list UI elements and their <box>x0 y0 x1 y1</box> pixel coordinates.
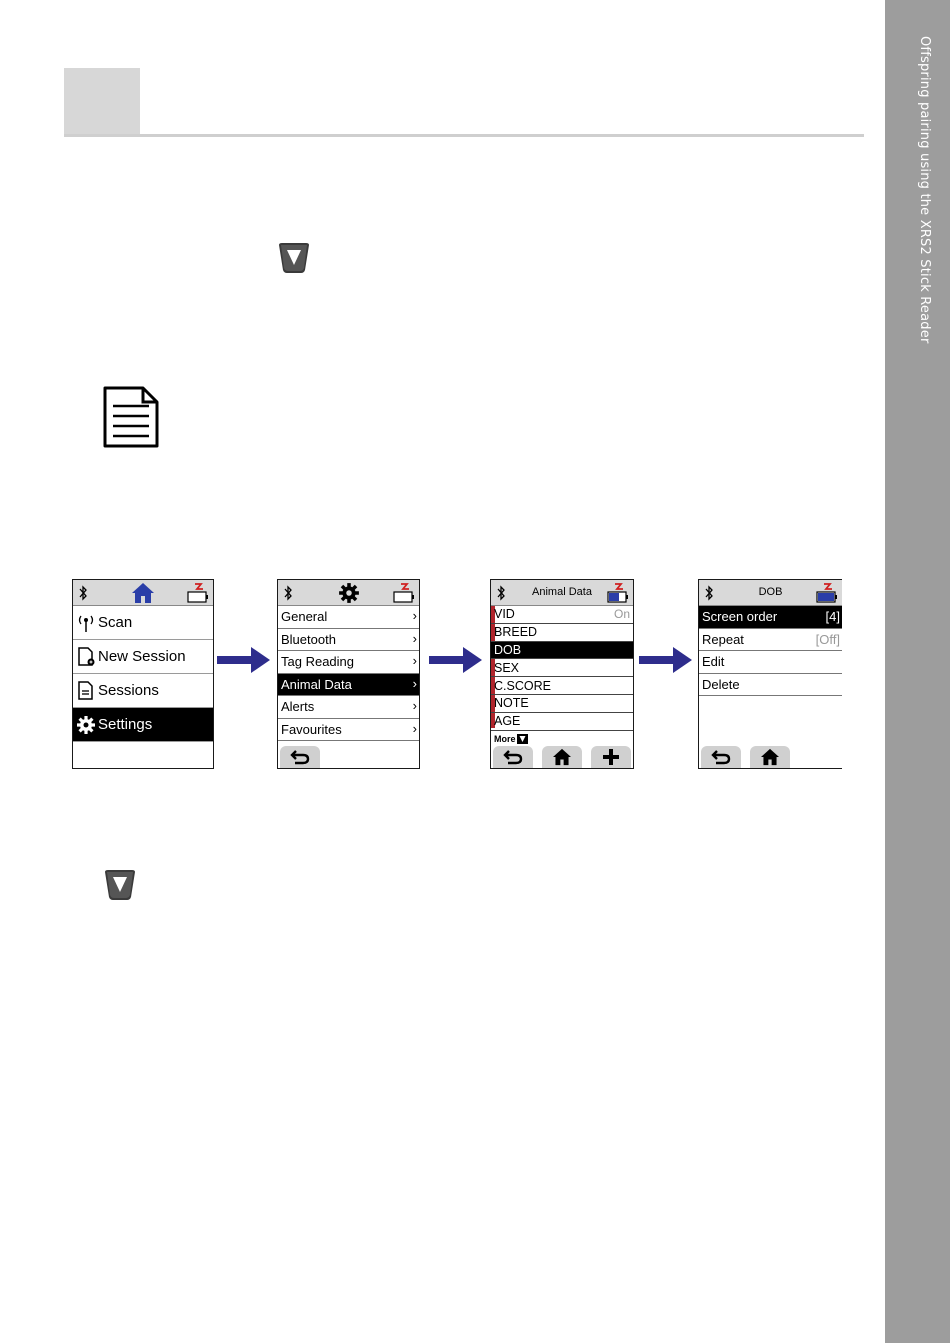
list-item-delete[interactable] <box>699 674 842 697</box>
back-icon <box>290 749 310 765</box>
screen-animal-data <box>490 579 634 769</box>
list-item-c-score[interactable] <box>491 677 633 695</box>
more-hint <box>494 734 528 744</box>
battery-icon <box>607 583 629 603</box>
menu-item-label: Scan <box>98 614 133 631</box>
menu-item-sessions[interactable] <box>73 674 213 708</box>
list-item-note[interactable] <box>491 695 633 713</box>
back-button[interactable] <box>280 746 320 768</box>
back-icon <box>711 749 731 765</box>
note-icon <box>103 386 159 448</box>
list-item-label: Delete <box>702 676 740 692</box>
menu-item-settings[interactable] <box>73 708 213 742</box>
menu-item-new-session[interactable] <box>73 640 213 674</box>
antenna-icon <box>76 613 96 633</box>
list-item-label: DOB <box>494 642 522 657</box>
screen-main-menu <box>72 579 214 769</box>
gear-icon <box>76 715 96 735</box>
home-button[interactable] <box>542 746 582 768</box>
home-icon <box>131 582 155 604</box>
list-item-label: VID <box>494 607 515 622</box>
back-icon <box>503 749 523 765</box>
menu-item-label: Bluetooth <box>281 631 336 647</box>
menu-item-scan[interactable] <box>73 606 213 640</box>
menu-item-animal-data[interactable] <box>278 674 419 697</box>
status-bar <box>491 580 633 606</box>
list-item-label: SEX <box>494 660 520 675</box>
chevron-right-icon: › <box>412 608 417 623</box>
menu-item-label: Sessions <box>98 682 159 699</box>
list-item-sex[interactable] <box>491 659 633 677</box>
list-item-edit[interactable] <box>699 651 842 674</box>
battery-icon <box>187 583 209 603</box>
sidebar-title: Offspring pairing using the XRS2 Stick Reader <box>917 36 932 344</box>
arrow-right-icon <box>639 645 693 675</box>
chevron-right-icon: › <box>412 630 417 646</box>
back-button[interactable] <box>701 746 741 768</box>
plus-icon <box>602 748 620 766</box>
screen-settings <box>277 579 420 769</box>
menu-item-label: Animal Data <box>281 676 352 692</box>
chevron-right-icon: › <box>412 698 417 713</box>
screen-dob <box>698 579 842 769</box>
status-bar <box>699 580 842 606</box>
back-button[interactable] <box>493 746 533 768</box>
menu-item-label: Tag Reading <box>281 654 354 670</box>
menu-item-alerts[interactable] <box>278 696 419 719</box>
down-key-icon <box>277 242 311 274</box>
more-label: More <box>494 734 516 744</box>
heading-divider <box>64 134 864 137</box>
list-item-age[interactable] <box>491 713 633 731</box>
home-icon <box>552 748 572 766</box>
bluetooth-icon <box>283 585 293 601</box>
bluetooth-icon <box>78 585 88 601</box>
chevron-right-icon: › <box>412 675 417 691</box>
list-item-dob[interactable] <box>491 642 633 660</box>
new-session-icon <box>76 647 96 667</box>
menu-item-tag-reading[interactable] <box>278 651 419 674</box>
list-item-label: Repeat <box>702 631 744 647</box>
arrow-right-icon <box>217 645 271 675</box>
list-item-value: [Off] <box>815 631 840 647</box>
menu-item-label: Settings <box>98 716 153 733</box>
list-item-screen-order[interactable] <box>699 606 842 629</box>
menu-item-favourites[interactable] <box>278 719 419 742</box>
menu-item-label: Alerts <box>281 699 315 715</box>
softkey-bar <box>699 744 842 768</box>
softkey-bar <box>278 744 419 768</box>
list-item-value: [4] <box>825 609 840 625</box>
menu-item-label: General <box>281 609 328 625</box>
gear-icon <box>338 582 360 604</box>
menu-item-general[interactable] <box>278 606 419 629</box>
list-item-breed[interactable] <box>491 624 633 642</box>
down-key-icon <box>103 869 137 901</box>
list-item-label: AGE <box>494 714 521 729</box>
arrow-right-icon <box>429 645 483 675</box>
down-key-icon <box>517 734 528 744</box>
status-bar <box>73 580 213 606</box>
list-item-value: On <box>613 607 630 622</box>
step-number-box <box>64 68 140 136</box>
home-button[interactable] <box>750 746 790 768</box>
chevron-right-icon: › <box>412 653 417 668</box>
sessions-icon <box>76 681 96 701</box>
menu-item-label: Favourites <box>281 721 342 737</box>
menu-item-label: New Session <box>98 648 186 665</box>
screen-title: DOB <box>758 586 783 598</box>
home-icon <box>760 748 780 766</box>
list-item-label: Screen order <box>702 609 778 625</box>
status-bar <box>278 580 419 606</box>
list-item-repeat[interactable] <box>699 629 842 652</box>
battery-icon <box>393 583 415 603</box>
list-item-label: Edit <box>702 654 725 670</box>
list-item-label: NOTE <box>494 696 529 711</box>
list-item-label: C.SCORE <box>494 678 551 693</box>
softkey-bar <box>491 744 633 768</box>
screen-title: Animal Data <box>532 586 592 598</box>
add-button[interactable] <box>591 746 631 768</box>
list-item-label: BREED <box>494 625 538 640</box>
battery-icon <box>816 583 838 603</box>
menu-item-bluetooth[interactable] <box>278 629 419 652</box>
chevron-right-icon: › <box>412 720 417 736</box>
list-item-vid[interactable] <box>491 606 633 624</box>
